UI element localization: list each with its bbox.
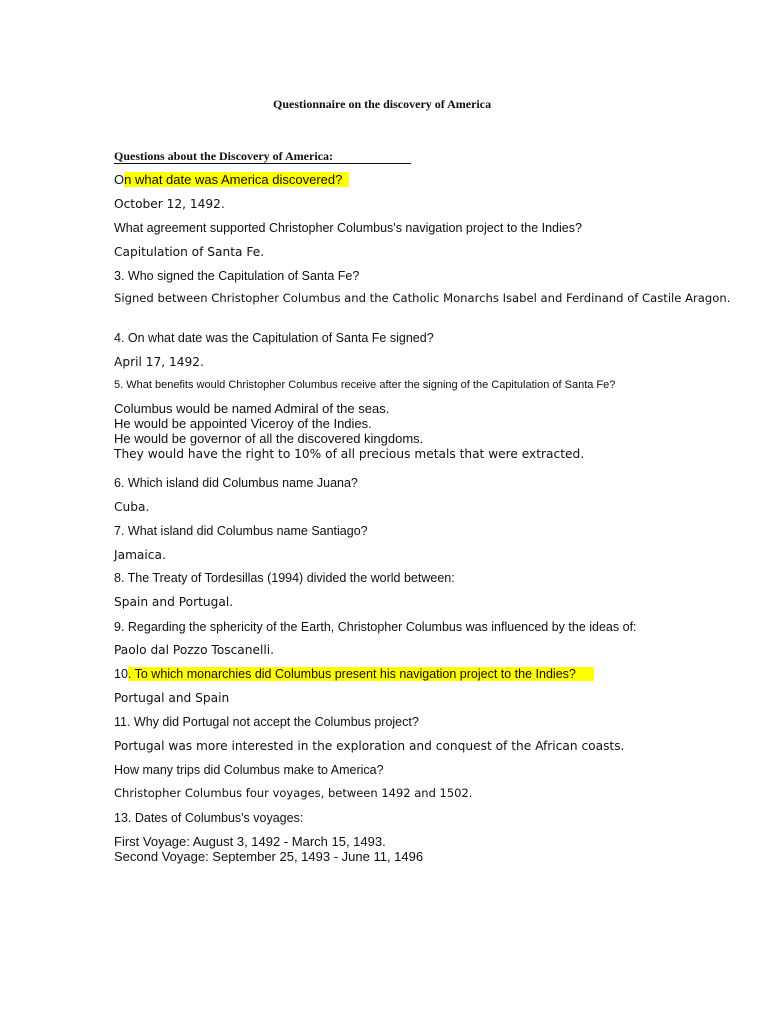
question-9: 9. Regarding the sphericity of the Earth, Christopher Columbus was influenced by the ideas of:	[114, 620, 637, 634]
answer-9: Paolo dal Pozzo Toscanelli.	[114, 643, 275, 657]
question-2: What agreement supported Christopher Columbus's navigation project to the Indies?	[114, 221, 582, 235]
answer-5-line-1: Columbus would be named Admiral of the seas.	[114, 401, 390, 416]
answer-5-line-2: He would be appointed Viceroy of the Indies.	[114, 416, 372, 431]
answer-1: October 12, 1492.	[114, 197, 225, 211]
answer-12: Christopher Columbus four voyages, between 1492 and 1502.	[114, 786, 473, 800]
question-10	[114, 666, 594, 682]
question-1-highlight: n what date was America discovered?	[124, 172, 349, 187]
question-1-prefix: O	[114, 172, 125, 187]
question-10-prefix: 10	[114, 667, 128, 681]
question-3: 3. Who signed the Capitulation of Santa Fe?	[114, 269, 360, 283]
answer-5-line-4: They would have the right to 10% of all precious metals that were extracted.	[114, 447, 585, 461]
question-1	[114, 172, 349, 188]
answer-6: Cuba.	[114, 500, 150, 514]
section-heading-wrapper	[114, 148, 411, 164]
answer-4: April 17, 1492.	[114, 355, 204, 369]
question-12: How many trips did Columbus make to America?	[114, 763, 384, 777]
answer-10: Portugal and Spain	[114, 691, 230, 705]
document-title: Questionnaire on the discovery of America	[273, 97, 492, 111]
question-13: 13. Dates of Columbus's voyages:	[114, 811, 304, 825]
answer-2: Capitulation of Santa Fe.	[114, 245, 265, 259]
answer-13-line-1: First Voyage: August 3, 1492 - March 15, 1493.	[114, 834, 386, 849]
question-10-highlight: . To which monarchies did Columbus present his navigation project to the Indies?	[128, 667, 594, 681]
question-7: 7. What island did Columbus name Santiago?	[114, 524, 368, 538]
question-5: 5. What benefits would Christopher Columbus receive after the signing of the Capitulation of Santa Fe?	[114, 379, 616, 391]
section-heading: Questions about the Discovery of America:	[114, 149, 411, 164]
answer-3: Signed between Christopher Columbus and the Catholic Monarchs Isabel and Ferdinand of Castile Aragon.	[114, 291, 731, 305]
question-11: 11. Why did Portugal not accept the Columbus project?	[114, 715, 419, 729]
answer-5-line-3: He would be governor of all the discovered kingdoms.	[114, 431, 424, 446]
answer-8: Spain and Portugal.	[114, 595, 234, 609]
answer-7: Jamaica.	[114, 548, 166, 562]
question-6: 6. Which island did Columbus name Juana?	[114, 476, 358, 490]
question-4: 4. On what date was the Capitulation of Santa Fe signed?	[114, 331, 434, 345]
answer-13-line-2: Second Voyage: September 25, 1493 - June 11, 1496	[114, 849, 424, 864]
answer-11: Portugal was more interested in the exploration and conquest of the African coasts.	[114, 739, 625, 753]
question-8: 8. The Treaty of Tordesillas (1994) divided the world between:	[114, 571, 455, 585]
